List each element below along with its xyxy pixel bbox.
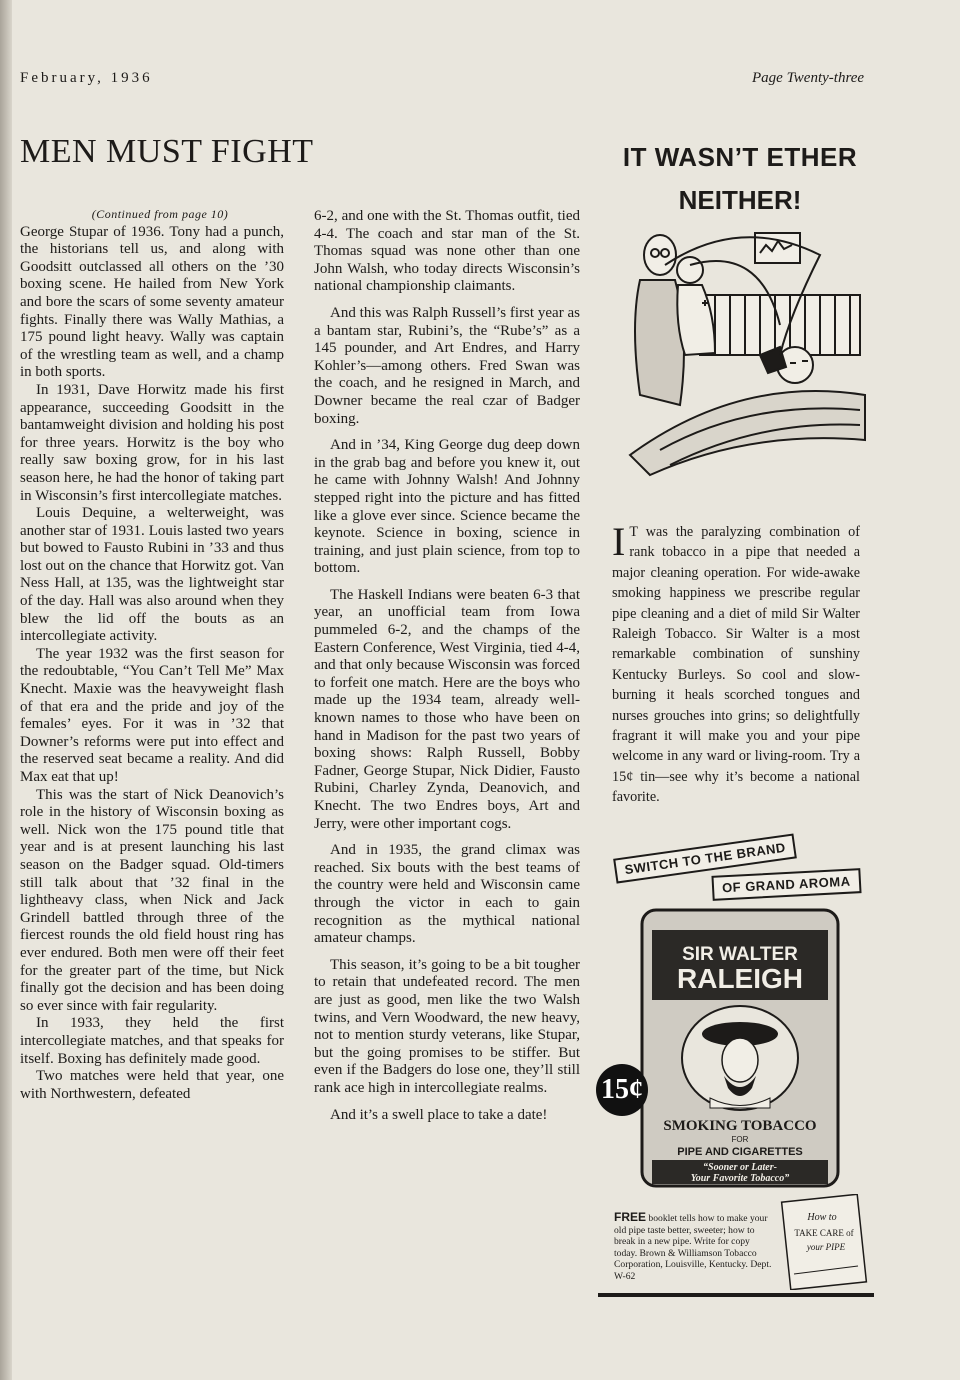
booklet-line-3: your PIPE — [806, 1242, 846, 1252]
tin-brand-line-2: RALEIGH — [677, 963, 803, 994]
ad-body-copy — [612, 519, 860, 808]
booklet-line-2: TAKE CARE of — [794, 1228, 854, 1238]
free-booklet-offer — [614, 1212, 772, 1282]
paragraph: The year 1932 was the first season for the redoubtable, “You Can’t Tell Me” Max Knecht. Maxie was the heavyweight flash of that era and the pride and joy of the females’ eyes. For it was in ’32 that Downer’s reforms were put into effect and the reserved seat became a reality. And did Max eat that up! — [20, 645, 284, 785]
ad-headline-line-1: IT WASN’T ETHER — [622, 142, 858, 172]
paragraph: In 1931, Dave Horwitz made his first appearance, succeeding Goodsitt in the bantamweight division and holding his post for three years. Horwitz is the boy who really saw boxing grow, for in his last season here, he had the honor of taking part in Wisconsin’s first intercollegiate matches. — [20, 381, 284, 504]
hospital-illustration — [620, 225, 870, 495]
page-number: Page Twenty-three — [752, 70, 865, 86]
tin-product: SMOKING TOBACCO — [663, 1118, 817, 1134]
paragraph: This season, it’s going to be a bit tougher to retain that undefeated record. The men are just as good, men like the two Walsh twins, and Vern Woodward, the new heavy, not to mention sturdy veterans, like Stupar, but the going promises to be stiffer. But even if the Badgers do lose one, they’ll still rank ace high in intercollegiate realms. — [314, 956, 580, 1096]
continued-note: (Continued from page 10) — [91, 207, 229, 221]
ad-body-text: T was the paralyzing combination of rank tobacco in a pipe that needed a major cleaning operation. For wide-awake smoking happiness we prescribe regular pipe cleaning and a diet of mild Sir Walter Raleigh Tobacco. Sir Walter is a most remarkable combination of sunshiny Kentucky Burleys. So cool and slow-burning it heals scorched tongues and nurses grouches into grins; so delightfully fragrant it will make you and your pipe welcome in any ward or living-room. Try a 15¢ tin—see why it’s become a national favorite. — [612, 524, 860, 806]
portrait-face — [722, 1038, 758, 1082]
page-binding-edge — [0, 0, 12, 1380]
bed-blanket — [630, 391, 865, 475]
issue-date: February, 1936 — [20, 70, 153, 86]
tin-brand-line-1: SIR WALTER — [682, 944, 798, 965]
drop-cap: I — [612, 519, 626, 564]
tin-slogan-2: Your Favorite Tobacco” — [690, 1173, 790, 1184]
tin-for: FOR — [731, 1135, 749, 1144]
paragraph: And it’s a swell place to take a date! — [330, 1106, 548, 1123]
booklet-illustration — [780, 1194, 868, 1290]
paragraph: And in 1935, the grand climax was reached. Six bouts with the best teams of the country were held and Wisconsin came through the victor in each to gain recognition as the mythical national amateur champs. — [314, 842, 580, 947]
paragraph: The Haskell Indians were beaten 6-3 that year, an unofficial team from Iowa pummeled 6-2, and the champs of the Eastern Conference, West Virginia, tied 4-4, and that only because Wisconsin was forced to forfeit one match. Here are the boys who made up the 1934 team, already well-known names to those who have been on hand in Madison for the past two years of boxing shows: Ralph Russell, Bobby Fadner, George Stupar, Nick Didier, Fausto Rubini, Charley Zynda, Deanovich, and Knecht. The two Endres boys, Art and Jerry, were other important cogs. — [314, 586, 580, 832]
tin-use: PIPE AND CIGARETTES — [677, 1146, 803, 1158]
paragraph: Louis Dequine, a welterweight, was another star of 1931. Louis lasted two years but bowed to Fausto Rubini in ’33 and thus lost out on the chance that Horwitz got. Van Ness Hall, at 135, was the lightweight star of the day. Hall was also around when they blew the lid off the bouts as an intercollegiate activity. — [20, 505, 284, 645]
ad-headline — [610, 142, 870, 216]
article-column-1 — [20, 206, 284, 1103]
nurse-head — [677, 257, 703, 283]
paragraph: This was the start of Nick Deanovich’s role in the history of Wisconsin boxing as well. Nick won the 175 pound title that year and is at present launching his last season on the Badger squad. Old-timers still talk about that ’32 final in the lightheavy class, when Nick and Jack Grindell battled through three of the fiercest rounds the old field houst ring has ever endured. Both men were off their feet for the greater part of the time, but Nick finally got the decision and has been doing so ever since with fair regularity. — [20, 786, 284, 1014]
tin-slogan-1: “Sooner or Later- — [703, 1162, 777, 1173]
ad-bottom-rule — [598, 1293, 874, 1297]
tobacco-tin-illustration — [640, 908, 840, 1188]
article-title: MEN MUST FIGHT — [20, 133, 314, 170]
article-column-2 — [314, 208, 580, 1124]
free-offer-text: booklet tells how to make your old pipe taste better, sweeter; how to break in a new pipe. Write for copy today. Brown & Williamson Tobacco Corporation, Louisville, Kentucky. Dept. W-62 — [614, 1213, 772, 1282]
paragraph: And this was Ralph Russell’s first year as a bantam star, Rubini’s, the “Rube’s” as a 145 pounder, and Art Endres, and Harry Kohler’s—among others. Fred Swan was the coach, and he resigned in March, and Downer became the real czar of Badger boxing. — [314, 304, 580, 427]
ad-banner-2: OF GRAND AROMA — [711, 868, 861, 901]
paragraph: 6-2, and one with the St. Thomas outfit, tied 4-4. The coach and star man of the St. Thomas squad was none other than one John Walsh, who today directs Wisconsin’s national championship claimants. — [314, 208, 580, 295]
paragraph: George Stupar of 1936. Tony had a punch, the historians tell us, and along with Goodsitt outclassed all others on the ’30 boxing scene. He hailed from New York and bore the scars of some seventy amateur fights. Finally there was Wally Mathias, a 175 pound light heavy. Wally was captain of the wrestling team as well, and a champ in both sports. — [20, 223, 284, 381]
ad-banner-1: SWITCH TO THE BRAND — [613, 833, 797, 883]
paragraph: Two matches were held that year, one with Northwestern, defeated — [20, 1068, 284, 1102]
booklet-line-1: How to — [807, 1212, 837, 1223]
ad-headline-line-2: NEITHER! — [678, 185, 802, 215]
free-label: FREE — [614, 1210, 647, 1224]
paragraph: In 1933, they held the first intercollegiate matches, and that speaks for itself. Boxing has definitely made good. — [20, 1015, 284, 1067]
paragraph: And in ’34, King George dug deep down in the grab bag and before you knew it, out he came with Johnny Walsh! And Johnny stepped right into the picture and has fitted like a glove ever since. Science became the keynote. Science in boxing, science in training, and just plain science, from top to bottom. — [314, 437, 580, 577]
doctor-head — [644, 235, 676, 275]
price-badge: 15¢ — [596, 1064, 648, 1116]
